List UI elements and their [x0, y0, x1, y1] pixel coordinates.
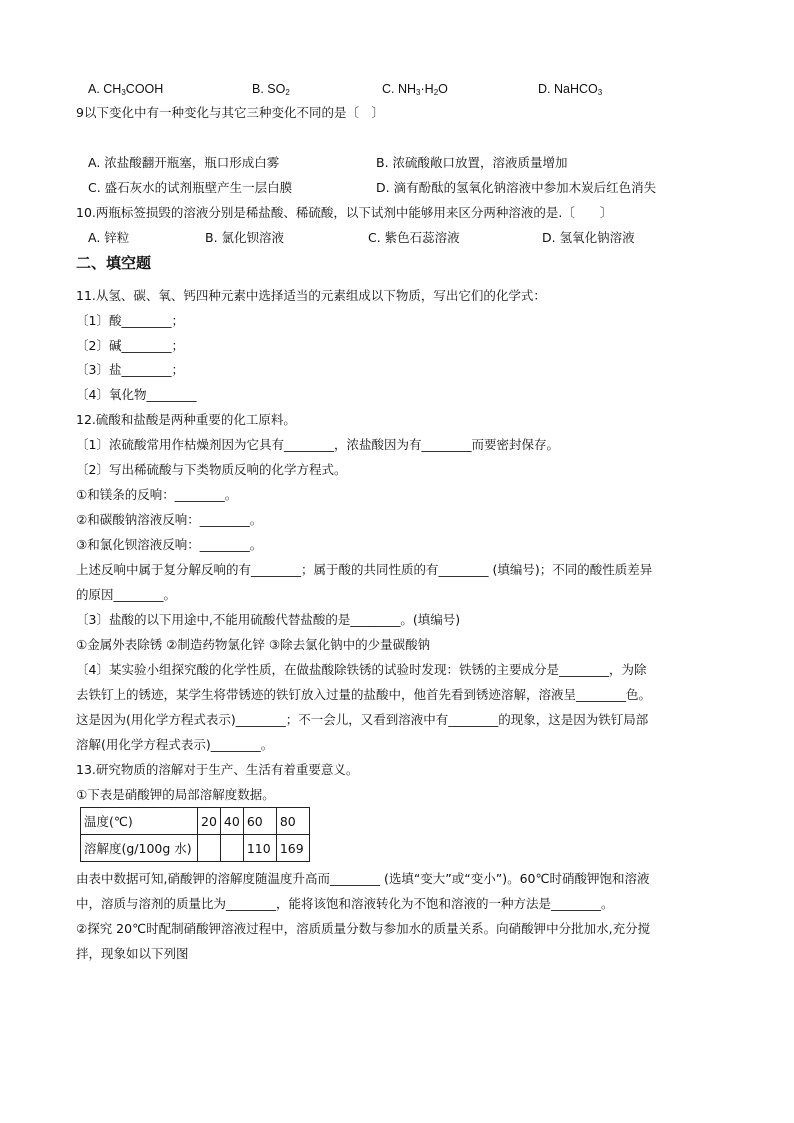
q10-option-b: B. 氯化钡溶液 [205, 230, 285, 245]
table-header-solubility: 溶解度(g/100g 水) [81, 835, 198, 862]
q9-option-d: D. 滴有酚酞的氢氧化钠溶液中参加木炭后红色消失 [376, 180, 657, 195]
table-row [81, 835, 310, 862]
q13-line-4: ②探究 20℃时配制硝酸钾溶液过程中，溶质质量分数与参加水的质量关系。向硝酸钾中分批加水,充分搅 [76, 921, 651, 936]
q10-stem: 10.两瓶标签损毁的溶液分别是稀盐酸、稀硫酸，以下试剂中能够用来区分两种溶液的是.〔 〕 [76, 205, 613, 220]
q13-line-2: 由表中数据可知,硝酸钾的溶解度随温度升高而________ (选填“变大”或“变小”)。60℃时硝酸钾饱和溶液 [76, 871, 650, 886]
q12-line-7: 的原因________。 [76, 587, 177, 602]
q13-stem: 13.研究物质的溶解对于生产、生活有着重要意义。 [76, 762, 359, 777]
table-cell: 20 [198, 808, 221, 835]
q12-line-13: 溶解(用化学方程式表示)________。 [76, 737, 274, 752]
q12-line-5: ③和氯化钡溶液反响：________。 [76, 537, 263, 552]
table-cell: 60 [243, 808, 276, 835]
q12-line-10: 〔4〕某实验小组探究酸的化学性质，在做盐酸除铁锈的试验时发现：铁锈的主要成分是________，为除 [76, 662, 647, 677]
q10-option-d: D. 氢氧化钠溶液 [542, 230, 635, 245]
q11-line-4: 〔4〕氧化物________ [76, 387, 197, 402]
q10-option-c: C. 紫色石蕊溶液 [368, 230, 460, 245]
q12-line-8: 〔3〕盐酸的以下用途中,不能用硫酸代替盐酸的是________。(填编号) [76, 612, 461, 627]
q13-line-3: 中，溶质与溶剂的质量比为________，能将该饱和溶液转化为不饱和溶液的一种方法是________。 [76, 896, 614, 911]
q12-line-6: 上述反响中属于复分解反响的有________；属于酸的共同性质的有________ (填编号)；不同的酸性质差异 [76, 562, 653, 577]
table-cell: 110 [243, 835, 276, 862]
table-row [81, 808, 310, 835]
q10-option-a: A. 锌粒 [88, 230, 130, 245]
q9-option-b: B. 浓硫酸敞口放置，溶液质量增加 [376, 155, 568, 170]
q12-line-12: 这是因为(用化学方程式表示)________；不一会儿，又看到溶液中有________的现象，这是因为铁钉局部 [76, 712, 649, 727]
q8-option-c: C. $NH_3\cdot H_2O$ [382, 82, 448, 97]
q8-option-d: D. NaHCO$_3$ [538, 82, 603, 97]
q12-line-2: 〔2〕写出稀硫酸与下类物质反响的化学方程式。 [76, 462, 347, 477]
q11-line-3: 〔3〕盐________； [76, 362, 184, 377]
q11-line-2: 〔2〕碱________； [76, 338, 184, 353]
table-cell: 40 [220, 808, 243, 835]
q12-line-1: 〔1〕浓硫酸常用作枯燥剂因为它具有________，浓盐酸因为有________而要密封保存。 [76, 437, 559, 452]
q11-stem: 11.从氢、碳、氧、钙四种元素中选择适当的元素组成以下物质，写出它们的化学式： [76, 288, 546, 303]
table-header-temperature: 温度(℃) [81, 808, 198, 835]
q9-option-c: C. 盛石灰水的试剂瓶壁产生一层白膜 [88, 180, 293, 195]
q8-option-b: B. $SO_2$ [252, 82, 290, 97]
table-cell: 169 [276, 835, 309, 862]
q12-line-3: ①和镁条的反响：________。 [76, 487, 238, 502]
q12-stem: 12.硫酸和盐酸是两种重要的化工原料。 [76, 412, 296, 427]
q12-line-9: ①金属外表除锈 ②制造药物氯化锌 ③除去氯化钠中的少量碳酸钠 [76, 637, 431, 652]
table-cell: 80 [276, 808, 309, 835]
q9-stem: 9以下变化中有一种变化与其它三种变化不同的是〔 〕 [76, 105, 384, 120]
table-cell [198, 835, 221, 862]
q13-line-5: 拌，现象如以下列图 [76, 946, 189, 961]
solubility-table [80, 807, 310, 862]
q12-line-11: 去铁钉上的锈迹，某学生将带锈迹的铁钉放入过量的盐酸中，他首先看到锈迹溶解，溶液呈________色。 [76, 687, 652, 702]
q8-option-a: A. $CH_3COOH$ [88, 82, 164, 97]
q13-line-1: ①下表是硝酸钾的局部溶解度数据。 [76, 787, 275, 802]
q12-line-4: ②和碳酸钠溶液反响：________。 [76, 512, 263, 527]
section-heading-fill-in: 二、填空题 [76, 254, 152, 272]
q11-line-1: 〔1〕酸________； [76, 313, 184, 328]
q9-option-a: A. 浓盐酸翻开瓶塞，瓶口形成白雾 [88, 155, 280, 170]
table-cell [220, 835, 243, 862]
